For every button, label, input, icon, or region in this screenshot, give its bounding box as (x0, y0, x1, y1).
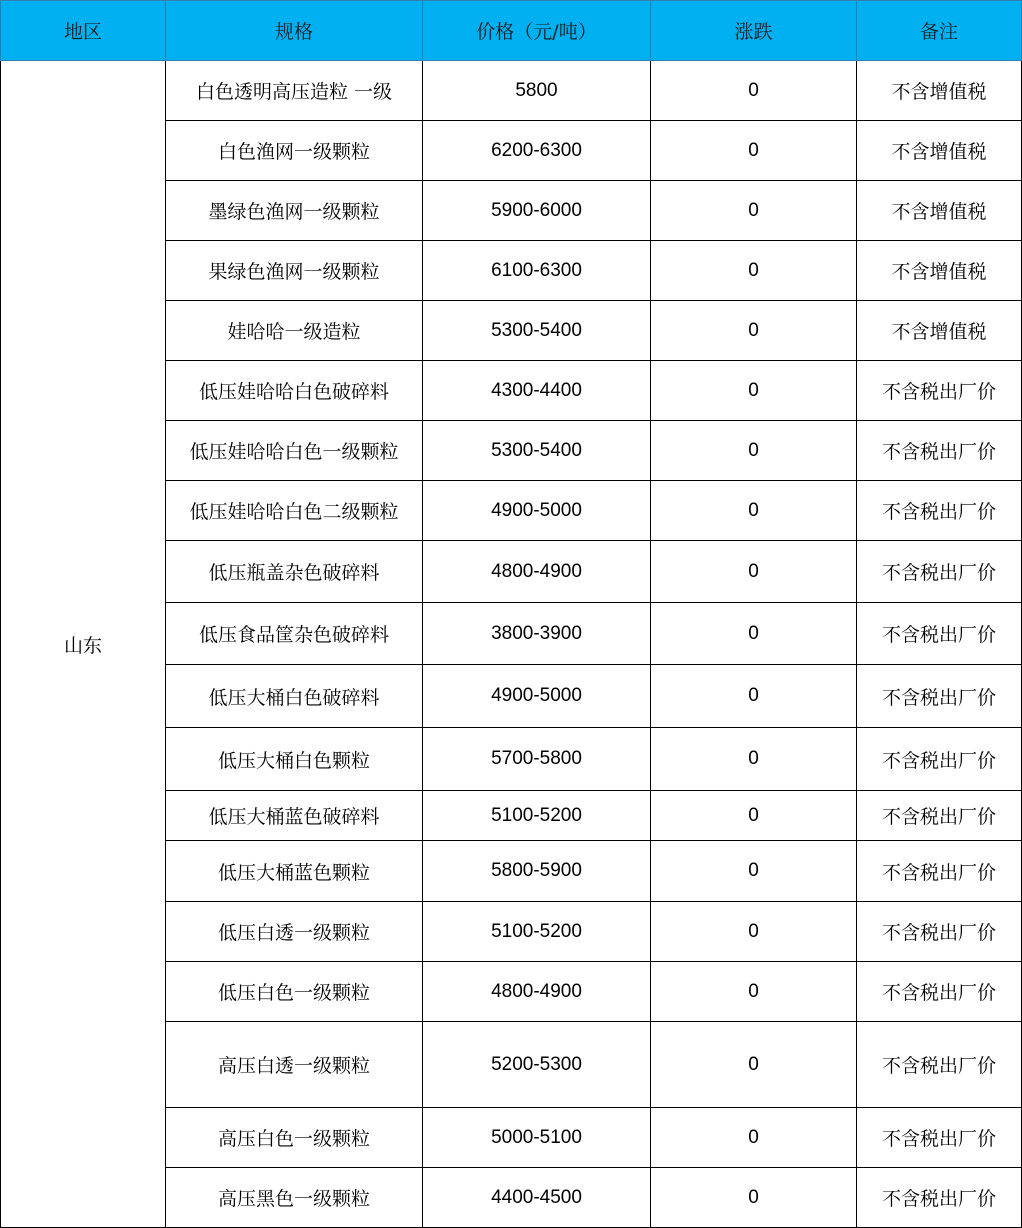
table-header (1, 1, 1022, 61)
note-cell: 不含税出厂价 (857, 665, 1022, 728)
price-cell: 5300-5400 (423, 301, 651, 361)
price-cell: 6200-6300 (423, 121, 651, 181)
note-cell: 不含税出厂价 (857, 728, 1022, 791)
note-cell: 不含税出厂价 (857, 1022, 1022, 1108)
note-cell: 不含税出厂价 (857, 841, 1022, 902)
price-cell: 4400-4500 (423, 1168, 651, 1228)
change-cell: 0 (651, 301, 857, 361)
note-cell: 不含税出厂价 (857, 541, 1022, 603)
note-cell: 不含税出厂价 (857, 603, 1022, 665)
header-price: 价格（元/吨） (423, 1, 651, 61)
region-cell: 山东 (1, 61, 166, 1228)
note-cell: 不含税出厂价 (857, 962, 1022, 1022)
price-cell: 4900-5000 (423, 481, 651, 541)
change-cell: 0 (651, 665, 857, 728)
spec-cell: 白色渔网一级颗粒 (166, 121, 423, 181)
note-cell: 不含增值税 (857, 121, 1022, 181)
change-cell: 0 (651, 61, 857, 121)
spec-cell: 低压白透一级颗粒 (166, 902, 423, 962)
price-cell: 3800-3900 (423, 603, 651, 665)
price-cell: 5100-5200 (423, 902, 651, 962)
change-cell: 0 (651, 361, 857, 421)
price-cell: 5800-5900 (423, 841, 651, 902)
spec-cell: 娃哈哈一级造粒 (166, 301, 423, 361)
price-cell: 5700-5800 (423, 728, 651, 791)
change-cell: 0 (651, 1168, 857, 1228)
change-cell: 0 (651, 728, 857, 791)
note-cell: 不含增值税 (857, 301, 1022, 361)
spec-cell: 白色透明高压造粒 一级 (166, 61, 423, 121)
spec-cell: 低压大桶白色破碎料 (166, 665, 423, 728)
price-cell: 5000-5100 (423, 1108, 651, 1168)
note-cell: 不含税出厂价 (857, 481, 1022, 541)
spec-cell: 低压白色一级颗粒 (166, 962, 423, 1022)
price-cell: 4800-4900 (423, 962, 651, 1022)
change-cell: 0 (651, 902, 857, 962)
header-note: 备注 (857, 1, 1022, 61)
note-cell: 不含税出厂价 (857, 361, 1022, 421)
change-cell: 0 (651, 421, 857, 481)
spec-cell: 墨绿色渔网一级颗粒 (166, 181, 423, 241)
note-cell: 不含税出厂价 (857, 1108, 1022, 1168)
price-cell: 4300-4400 (423, 361, 651, 421)
change-cell: 0 (651, 121, 857, 181)
change-cell: 0 (651, 603, 857, 665)
spec-cell: 低压娃哈哈白色二级颗粒 (166, 481, 423, 541)
change-cell: 0 (651, 1108, 857, 1168)
change-cell: 0 (651, 241, 857, 301)
spec-cell: 高压白色一级颗粒 (166, 1108, 423, 1168)
spec-cell: 低压大桶蓝色破碎料 (166, 791, 423, 841)
note-cell: 不含税出厂价 (857, 421, 1022, 481)
price-cell: 4900-5000 (423, 665, 651, 728)
note-cell: 不含税出厂价 (857, 791, 1022, 841)
spec-cell: 低压瓶盖杂色破碎料 (166, 541, 423, 603)
change-cell: 0 (651, 181, 857, 241)
note-cell: 不含税出厂价 (857, 1168, 1022, 1228)
note-cell: 不含增值税 (857, 61, 1022, 121)
price-cell: 6100-6300 (423, 241, 651, 301)
header-change: 涨跌 (651, 1, 857, 61)
header-region: 地区 (1, 1, 166, 61)
price-cell: 4800-4900 (423, 541, 651, 603)
spec-cell: 低压娃哈哈白色破碎料 (166, 361, 423, 421)
change-cell: 0 (651, 481, 857, 541)
header-spec: 规格 (166, 1, 423, 61)
change-cell: 0 (651, 791, 857, 841)
change-cell: 0 (651, 841, 857, 902)
change-cell: 0 (651, 541, 857, 603)
change-cell: 0 (651, 962, 857, 1022)
spec-cell: 高压白透一级颗粒 (166, 1022, 423, 1108)
price-cell: 5100-5200 (423, 791, 651, 841)
note-cell: 不含增值税 (857, 181, 1022, 241)
spec-cell: 高压黑色一级颗粒 (166, 1168, 423, 1228)
table-row (1, 61, 1022, 121)
change-cell: 0 (651, 1022, 857, 1108)
spec-cell: 低压娃哈哈白色一级颗粒 (166, 421, 423, 481)
spec-cell: 果绿色渔网一级颗粒 (166, 241, 423, 301)
price-cell: 5300-5400 (423, 421, 651, 481)
spec-cell: 低压大桶蓝色颗粒 (166, 841, 423, 902)
table-body (1, 61, 1022, 1228)
note-cell: 不含税出厂价 (857, 902, 1022, 962)
header-row (1, 1, 1022, 61)
spec-cell: 低压大桶白色颗粒 (166, 728, 423, 791)
price-cell: 5900-6000 (423, 181, 651, 241)
price-cell: 5200-5300 (423, 1022, 651, 1108)
note-cell: 不含增值税 (857, 241, 1022, 301)
spec-cell: 低压食品筐杂色破碎料 (166, 603, 423, 665)
price-cell: 5800 (423, 61, 651, 121)
